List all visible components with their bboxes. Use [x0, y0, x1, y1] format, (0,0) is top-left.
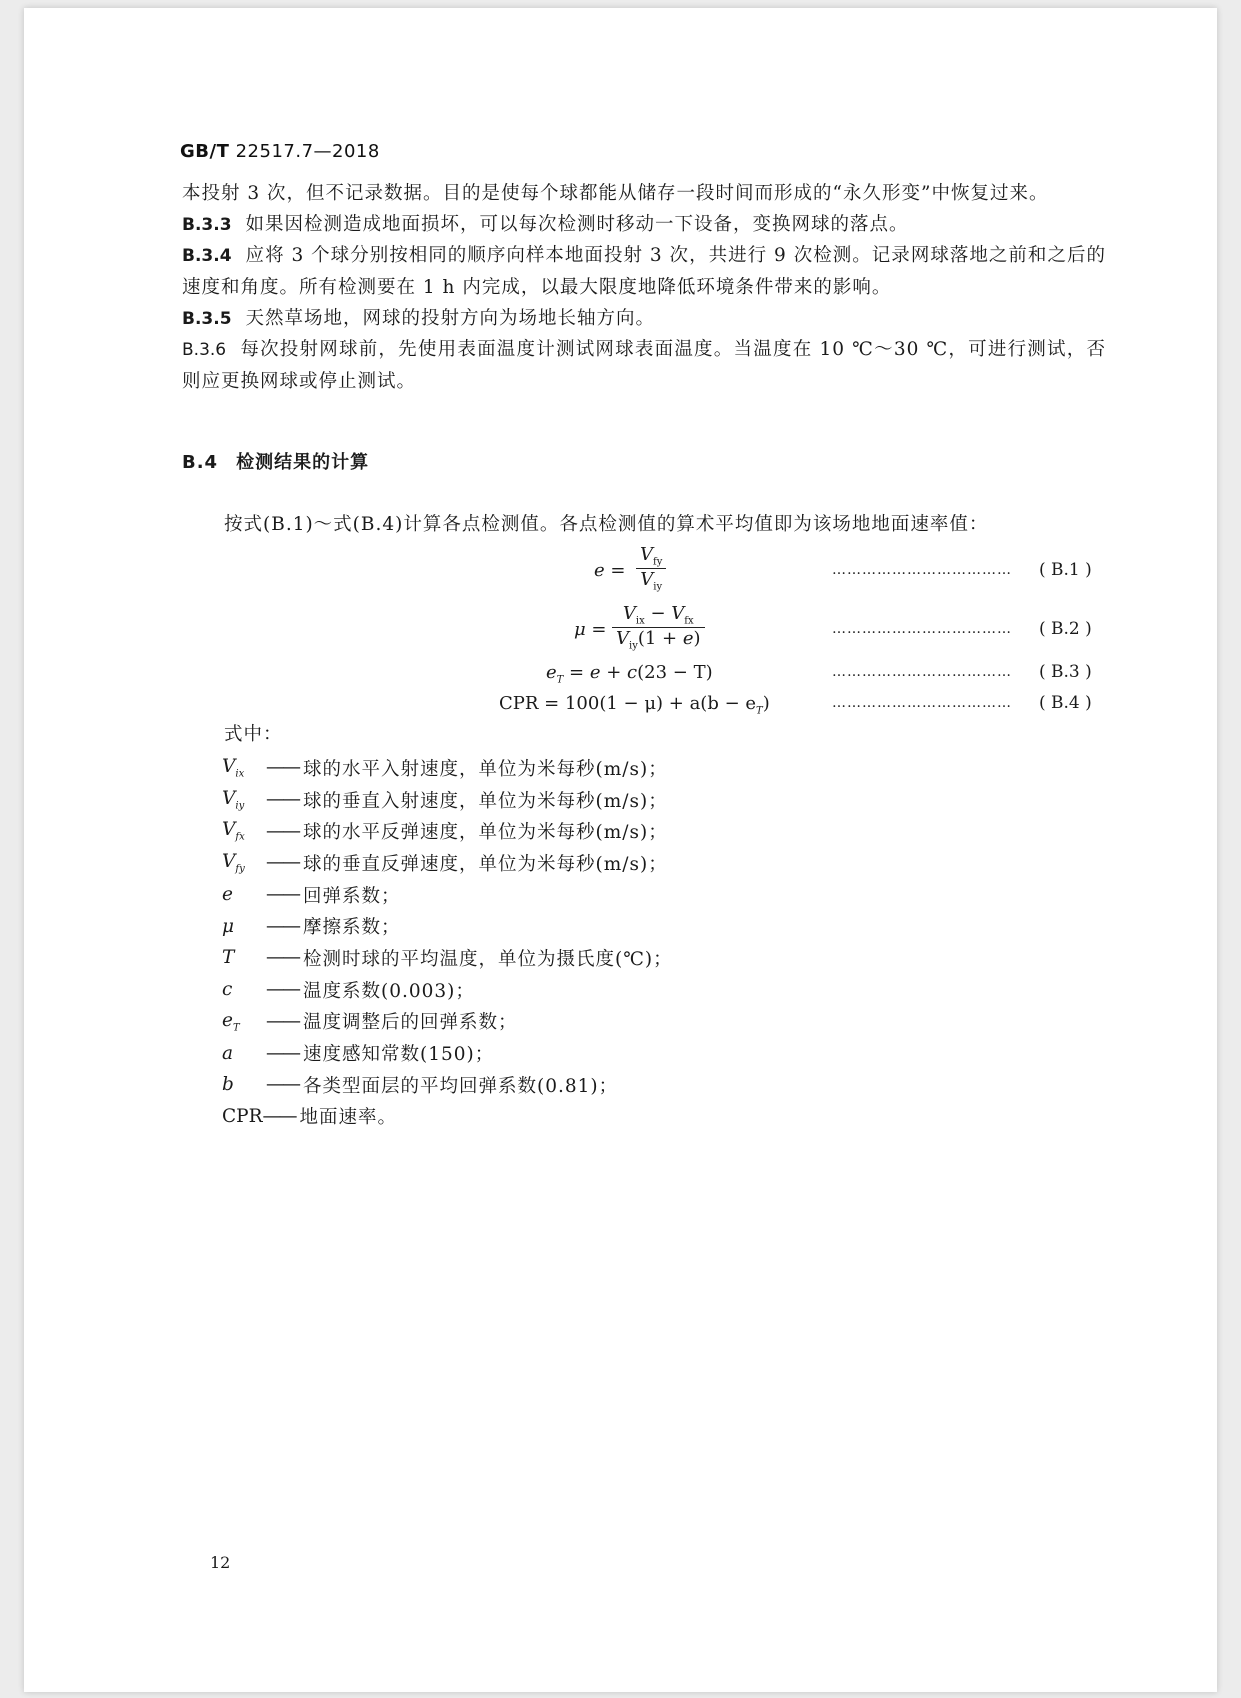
paragraph-continuation: 本投射 3 次，但不记录数据。目的是使每个球都能从储存一段时间而形成的“永久形变”中恢复过来。 — [182, 183, 1049, 204]
leader-dots: ……………………………… — [832, 562, 1012, 578]
clause-text: 天然草场地，网球的投射方向为场地长轴方向。 — [245, 308, 656, 329]
equation-lhs: μ = — [574, 619, 607, 640]
definition-dash: —— — [262, 1105, 296, 1127]
definition-dash: —— — [266, 1074, 299, 1096]
symbol-description: 球的水平入射速度，单位为米每秒(m/s)； — [303, 758, 668, 780]
leader-dots: ……………………………… — [832, 621, 1012, 637]
definition-dash: —— — [266, 820, 299, 842]
clause-b-3-4 — [182, 240, 1106, 303]
equation-lhs: e = — [594, 560, 626, 581]
definition-dash: —— — [266, 789, 299, 811]
clause-b-3-3 — [182, 209, 1106, 241]
where-label: 式中： — [224, 724, 283, 745]
symbol-row — [222, 815, 673, 847]
section-number: B.4 — [182, 452, 219, 473]
symbol: b — [222, 1074, 234, 1096]
fraction: $\frac{V_{fy}}{V_{iy}}$ — [636, 544, 666, 592]
leader-dots: ……………………………… — [832, 695, 1012, 711]
symbol-row — [222, 942, 673, 974]
symbol-row — [222, 974, 673, 1006]
symbol-row — [222, 784, 673, 816]
symbol-description: 温度调整后的回弹系数； — [303, 1012, 518, 1034]
definition-dash: —— — [266, 915, 299, 937]
equation-number: ( B.4 ) — [1039, 693, 1092, 713]
document-page — [24, 8, 1217, 1692]
symbol-row — [222, 752, 673, 784]
equation-number: ( B.2 ) — [1039, 619, 1092, 639]
symbol: a — [222, 1042, 234, 1064]
symbol: e — [222, 884, 233, 906]
equation-b2 — [484, 601, 1104, 661]
symbol-row — [222, 910, 673, 942]
symbol-row — [222, 879, 673, 911]
symbol-description: 球的垂直反弹速度，单位为米每秒(m/s)； — [303, 853, 668, 875]
definition-dash: —— — [266, 1042, 299, 1064]
symbol-description: 地面速率。 — [299, 1107, 398, 1129]
clause-text: 每次投射网球前，先使用表面温度计测试网球表面温度。当温度在 10 ℃～30 ℃，可进行测试，否则应更换网球或停止测试。 — [182, 339, 1106, 392]
equation-body: CPR = $100(1 - \mu) + a(b - e_T)$ — [499, 693, 770, 717]
definition-dash: —— — [266, 947, 299, 969]
clause-number: B.3.5 — [182, 309, 232, 329]
symbol-description: 温度系数(0.003)； — [303, 980, 475, 1002]
standard-code — [180, 141, 380, 162]
definition-dash: —— — [266, 757, 299, 779]
symbol: $e_T$ — [222, 1009, 240, 1034]
symbol-row — [222, 1006, 673, 1038]
symbol: CPR — [222, 1105, 263, 1127]
symbol-description: 检测时球的平均温度，单位为摄氏度(℃)； — [303, 948, 673, 970]
symbol: c — [222, 979, 233, 1001]
equation-body — [636, 544, 666, 592]
clause-text: 如果因检测造成地面损坏，可以每次检测时移动一下设备，变换网球的落点。 — [245, 214, 909, 235]
symbol-description: 球的水平反弹速度，单位为米每秒(m/s)； — [303, 822, 668, 844]
symbol-row — [222, 1037, 673, 1069]
definition-dash: —— — [266, 884, 299, 906]
equation-b4 — [484, 691, 1104, 751]
equation-b1 — [484, 542, 1104, 602]
symbol-description: 速度感知常数(150)； — [303, 1044, 495, 1066]
symbol-row — [222, 1101, 673, 1133]
equation-number: ( B.1 ) — [1039, 560, 1092, 580]
symbol-description: 各类型面层的平均回弹系数(0.81)； — [303, 1075, 619, 1097]
section-heading — [182, 448, 369, 474]
definition-dash: —— — [266, 979, 299, 1001]
equation-number: ( B.3 ) — [1039, 662, 1092, 682]
symbol-row — [222, 847, 673, 879]
section-title: 检测结果的计算 — [236, 452, 370, 473]
intro-text: 按式(B.1)～式(B.4)计算各点检测值。各点检测值的算术平均值即为该场地地面速率值： — [224, 514, 989, 535]
clause-b-3-5 — [182, 303, 1106, 335]
symbol: $V_{ix}$ — [222, 756, 245, 780]
symbol: $V_{fx}$ — [222, 819, 245, 844]
symbol: μ — [222, 915, 235, 937]
symbol-definitions — [222, 752, 673, 1132]
fraction: $\frac{V_{ix} - V_{fx}}{V_{iy}(1 + e)}$ — [612, 603, 705, 651]
clause-number: B.3.4 — [182, 246, 232, 266]
symbol-description: 回弹系数； — [303, 885, 401, 907]
clause-number: B.3.6 — [182, 340, 227, 360]
clause-b-3-6 — [182, 334, 1106, 397]
symbol: T — [222, 947, 235, 969]
leader-dots: ……………………………… — [832, 664, 1012, 680]
symbol-description: 摩擦系数； — [303, 917, 401, 939]
clause-number: B.3.3 — [182, 215, 232, 235]
symbol: $V_{iy}$ — [222, 787, 245, 812]
symbol-description: 球的垂直入射速度，单位为米每秒(m/s)； — [303, 790, 668, 812]
symbol: $V_{fy}$ — [222, 851, 245, 875]
definition-dash: —— — [266, 852, 299, 874]
equation-body — [612, 603, 705, 651]
standard-number: 22517.7—2018 — [235, 141, 380, 162]
symbol-row — [222, 1069, 673, 1101]
standard-prefix: GB/T — [180, 141, 230, 162]
clause-text: 应将 3 个球分别按相同的顺序向样本地面投射 3 次，共进行 9 次检测。记录网球落地之前和之后的速度和角度。所有检测要在 1 h 内完成，以最大限度地降低环境条件带来的影响。 — [182, 245, 1106, 298]
definition-dash: —— — [266, 1010, 299, 1032]
page-number: 12 — [210, 1553, 231, 1572]
equation-body: $e_T = e + c(23 - T)$ — [546, 662, 713, 686]
